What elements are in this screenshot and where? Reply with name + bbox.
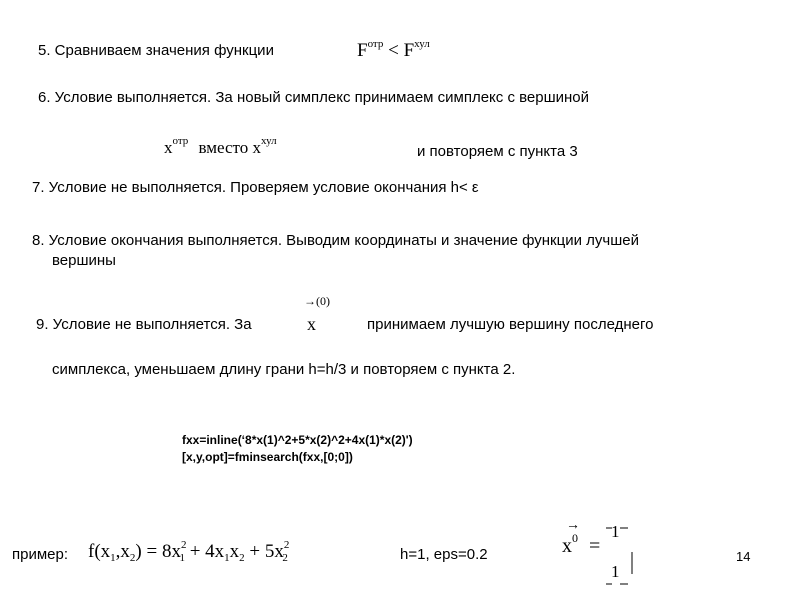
example-params: h=1, eps=0.2 — [400, 546, 488, 563]
f-symbol-2: F — [403, 40, 415, 61]
x0-x: x — [562, 535, 572, 557]
x0-eq: = — [589, 535, 601, 557]
step8-line1: 8. Условие окончания выполняется. Выводим координаты и значение функции лучшей — [32, 232, 639, 249]
x0-value-2: 1 — [611, 562, 620, 581]
step6-text: 6. Условие выполняется. За новый симплекс принимаем симплекс с вершиной — [38, 89, 590, 106]
x0-vector-brackets — [600, 522, 640, 592]
arrow-icon: → — [304, 294, 316, 308]
code-line-1: fxx=inline(‘8*x(1)^2+5*x(2)^2+4x(1)*x(2)') — [182, 433, 413, 447]
step6-repeat: и повторяем с пункта 3 — [417, 143, 578, 160]
x-sup-left: отр — [172, 135, 189, 147]
step9-line1-start: 9. Условие не выполняется. За — [36, 316, 252, 333]
example-formula — [88, 541, 288, 563]
term2-x: x — [229, 541, 240, 562]
term2-sub1: 1 — [224, 552, 230, 564]
term1: = 8x — [141, 541, 181, 562]
step9-x: x — [307, 314, 316, 334]
step9-arrow — [304, 294, 330, 309]
x0-symbol — [562, 531, 601, 558]
term3-sq: 2 — [283, 539, 290, 551]
code-line-2: [x,y,opt]=fminsearch(fxx,[0;0]) — [182, 450, 353, 464]
x0-sup: 0 — [572, 531, 578, 545]
f-sup-right: хул — [414, 38, 430, 50]
x1-sub: 1 — [110, 552, 116, 564]
x0-value-1: 1 — [611, 522, 620, 541]
step9-line1-end: принимаем лучшую вершину последнего — [367, 316, 654, 333]
term1-sq: 2 — [180, 539, 187, 551]
term3-sub: 2 — [282, 552, 288, 564]
x-sup-right: хул — [261, 135, 277, 147]
step5-text: 5. Сравниваем значения функции — [38, 42, 274, 59]
term1-sub: 1 — [179, 552, 185, 564]
step7-text: 7. Условие не выполняется. Проверяем условие окончания h< ε — [32, 179, 479, 196]
example-label: пример: — [12, 546, 69, 563]
fx-close: ) — [135, 541, 142, 562]
fx-lhs: f(x — [88, 541, 111, 562]
step6-formula — [164, 135, 277, 158]
term2: + 4x — [184, 541, 225, 562]
x2-sub: 2 — [129, 552, 136, 564]
term2-sub2: 2 — [239, 552, 245, 564]
less-than-symbol: < — [388, 40, 399, 61]
page-number: 14 — [736, 549, 751, 564]
x0-arrow-icon: → — [566, 518, 580, 533]
x-symbol: x — [164, 138, 173, 157]
f-sup-left: отр — [367, 38, 384, 50]
f-symbol: F — [357, 40, 368, 61]
x-sup-zero: (0) — [316, 294, 330, 308]
step9-line2: симплекса, уменьшаем длину грани h=h/3 и повторяем с пункта 2. — [52, 361, 516, 378]
x-symbol-2: x — [252, 138, 262, 157]
term3: + 5x — [244, 541, 284, 562]
step8-line2: вершины — [52, 252, 116, 269]
instead-word: вместо — [198, 138, 249, 157]
step5-formula — [357, 40, 430, 62]
fx-comma: ,x — [115, 541, 130, 562]
